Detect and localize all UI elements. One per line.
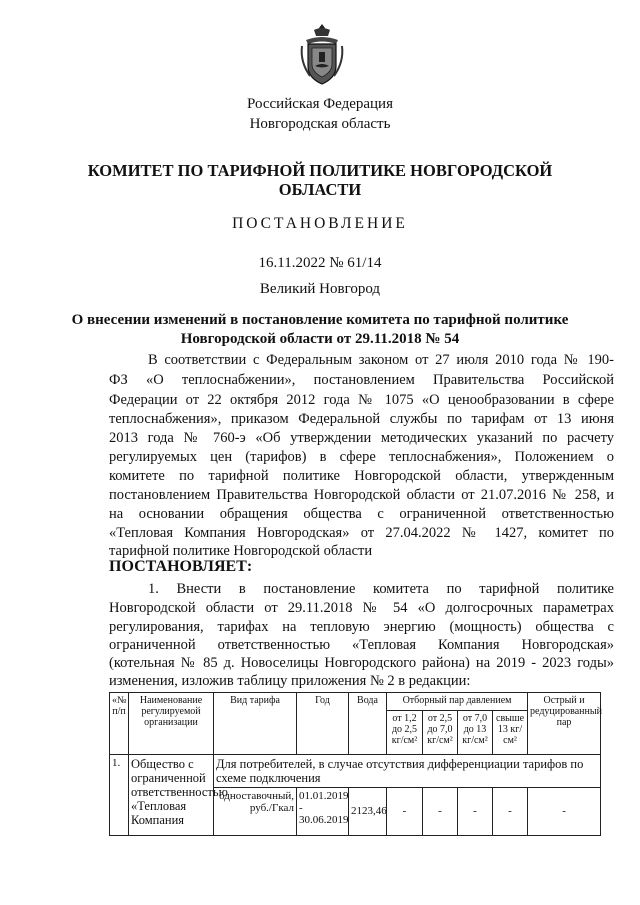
- header-pressure-3: от 7,0 до 13 кг/см²: [458, 711, 493, 755]
- row-tariff: одноставочный, руб./Гкал: [214, 788, 297, 836]
- header-tariff-type: Вид тарифа: [214, 693, 297, 755]
- subject-line1: О внесении изменений в постановление комитета по тарифной политике: [71, 312, 569, 328]
- header-water: Вода: [349, 693, 387, 755]
- row-value-sharp: -: [528, 788, 601, 836]
- preamble-line: на основании обращения общества с ограниченной ответственностью: [109, 506, 614, 522]
- subject-line2: Новгородской области от 29.11.2018 № 54: [180, 331, 460, 347]
- item1-line: (котельная № 85 д. Новоселицы Новгородского района) на 2019 - 2023 годы»: [109, 655, 614, 671]
- country-name: Российская Федерация: [247, 96, 393, 112]
- item1-line: ограниченной ответственностью «Тепловая Компания Новгородская»: [109, 637, 614, 653]
- region-name: Новгородская область: [249, 116, 391, 132]
- row-org: Общество с ограниченной ответственностью «Тепловая Компания: [129, 755, 214, 836]
- committee-title-line1: КОМИТЕТ ПО ТАРИФНОЙ ПОЛИТИКЕ НОВГОРОДСКОЙ: [87, 161, 553, 180]
- resolves-heading: ПОСТАНОВЛЯЕТ:: [109, 558, 253, 575]
- city-name: Великий Новгород: [259, 281, 381, 297]
- preamble-line: регулируемых цен (тарифов) в сфере теплоснабжения», Положением о: [109, 449, 614, 465]
- date-number: 16.11.2022 № 61/14: [258, 255, 382, 271]
- header-pressure-2: от 2,5 до 7,0 кг/см²: [423, 711, 458, 755]
- header-num: «№ п/п: [110, 693, 129, 755]
- item1-line: 1. Внести в постановление комитета по тарифной политике: [148, 581, 614, 597]
- preamble-line: В соответствии с Федеральным законом от 27 июля 2010 года № 190-: [148, 352, 614, 368]
- row-value-p4: -: [493, 788, 528, 836]
- row-value-p2: -: [423, 788, 458, 836]
- preamble-line: тарифной политике Новгородской области: [109, 543, 373, 559]
- row-num: 1.: [110, 755, 129, 836]
- preamble-line: Федерации от 22 октября 2012 года № 1075 «О ценообразовании в сфере: [109, 392, 614, 408]
- committee-title-line2: ОБЛАСТИ: [278, 180, 362, 199]
- header-org: Наименование регулируемой организации: [129, 693, 214, 755]
- row-water-value: 2123,46: [349, 788, 387, 836]
- item1-line: Новгородской области от 29.11.2018 № 54 «О долгосрочных параметрах: [109, 600, 614, 616]
- row-period: 01.01.2019 - 30.06.2019: [297, 788, 349, 836]
- preamble-line: постановлением Правительства Новгородской области от 21.07.2016 № 258, и: [109, 487, 614, 503]
- header-sharp-steam: Острый и редуцированный пар: [528, 693, 601, 755]
- header-pressure-1: от 1,2 до 2,5 кг/см²: [387, 711, 423, 755]
- document-type: ПОСТАНОВЛЕНИЕ: [232, 215, 408, 232]
- item1-line: изменения, изложив таблицу приложения № 2 в редакции:: [109, 673, 471, 689]
- header-steam: Отборный пар давлением: [387, 693, 528, 711]
- preamble-line: «Тепловая Компания Новгородская» от 27.04.2022 № 1427, комитет по: [109, 525, 614, 541]
- item1-line: регулирования, тарифах на тепловую энергию (мощность) общества с: [109, 619, 614, 635]
- row-value-p1: -: [387, 788, 423, 836]
- preamble-line: теплоснабжения», приказом Федеральной службы по тарифам от 13 июня: [109, 411, 614, 427]
- preamble-line: комитете по тарифной политике Новгородской области, утвержденным: [109, 468, 614, 484]
- header-pressure-4: свыше 13 кг/см²: [493, 711, 528, 755]
- tariff-table: [109, 692, 601, 836]
- preamble-line: 2013 года № 760-э «Об утверждении методических указаний по расчету: [109, 430, 614, 446]
- header-year: Год: [297, 693, 349, 755]
- row-value-p3: -: [458, 788, 493, 836]
- coat-of-arms-emblem: [300, 22, 344, 88]
- preamble-line: ФЗ «О теплоснабжении», постановлением Правительства Российской: [109, 372, 614, 388]
- row-consumers: Для потребителей, в случае отсутствия дифференциации тарифов по схеме подключения: [214, 755, 601, 788]
